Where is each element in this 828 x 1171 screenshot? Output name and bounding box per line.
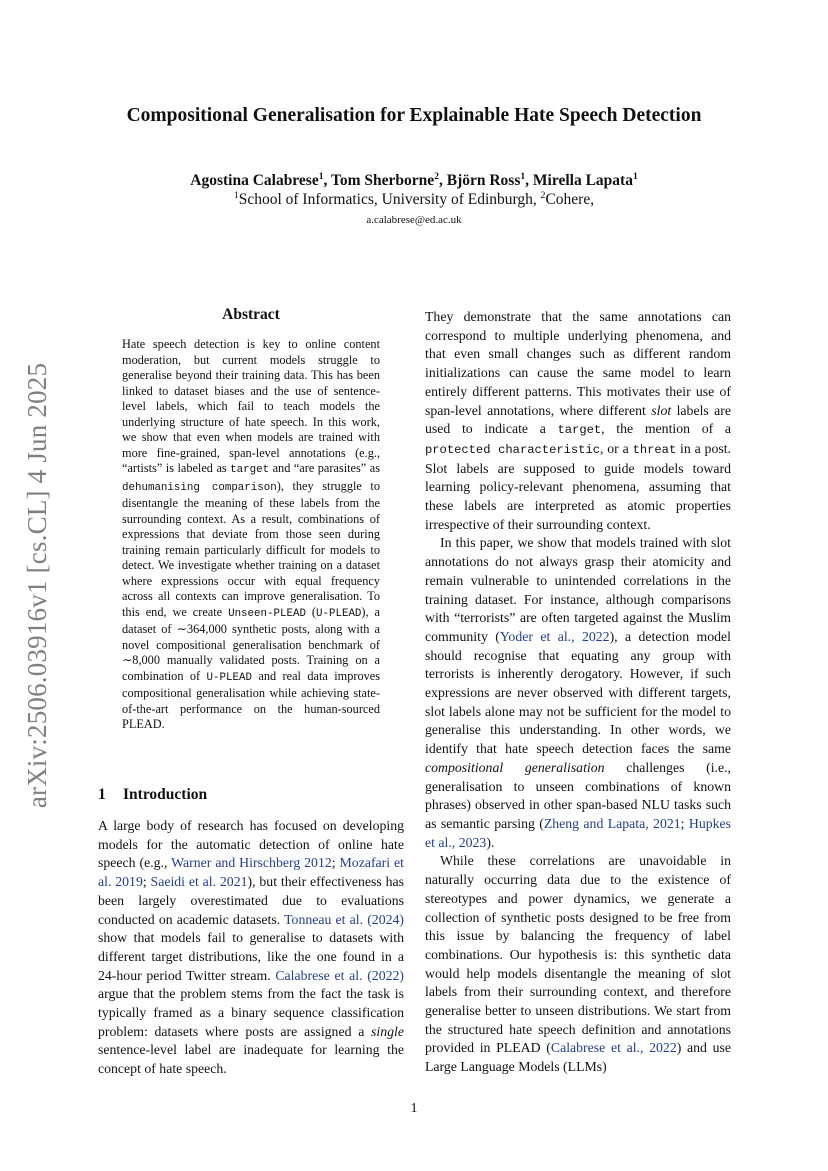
abstract-dataset-code: U-PLEAD [316, 607, 362, 620]
citation-link[interactable]: Yoder et al., 2022 [499, 628, 610, 644]
affiliation-sup: 1 [233, 189, 239, 201]
abstract-text: ), a dataset of ∼364,000 synthetic posts, along with a novel compositional generalisation benchmark of ∼8,000 manually validated posts. Training on a combination of [122, 604, 380, 683]
arxiv-sidebar-stamp [18, 350, 58, 820]
body-text: in a post. Slot labels are supposed to guide models toward learning policy-relevant phenomena, assuming that these labels are interpreted as atomic properties irrespective of their surrounding context. [425, 440, 732, 532]
body-text: ) and use Large Language Models (LLMs) [425, 1040, 731, 1075]
body-text: ; [331, 855, 340, 871]
body-text: They demonstrate that the same annotations can correspond to multiple underlying phenomena, and that even small changes such as different random initializations can cause the same model to learn entirely different patterns. This motivates their use of span-level annotations, where different [425, 309, 731, 418]
body-paragraph [425, 308, 731, 534]
affiliation-name: School of Informatics, University of Edinburgh [238, 191, 533, 208]
author-name: Mirella Lapata [532, 172, 633, 189]
abstract-text: ( [305, 604, 316, 619]
body-paragraph [425, 852, 731, 1076]
emphasis-text: compositional generalisation [425, 759, 605, 775]
author-name: Tom Sherborne [330, 172, 435, 189]
arxiv-identifier: arXiv:2506.03916v1 [cs.CL] 4 Jun 2025 [22, 362, 53, 808]
body-text: show that models fail to generalise to datasets with different target distributions, like the one found in a 24-hour period Twitter stream. [98, 930, 404, 983]
affiliation-sup: 2 [540, 189, 546, 201]
body-text: , the mention of a [601, 421, 731, 437]
abstract-dataset-code: Unseen-PLEAD [228, 607, 306, 620]
body-text: A large body of research has focused on developing models for the automatic detection of online hate speech (e.g., [98, 818, 404, 871]
abstract-text: ), they struggle to disentangle the meaning of these labels from the surrounding context. As a result, combinations of expressions that deviate from those seen during training remain particularly difficult for models to detect. We investigate whether training on a dataset where expressions occur with equal frequency across all contexts can improve generalisation. To this end, we create [122, 478, 380, 619]
author-email[interactable]: a.calabrese@ed.ac.uk [366, 214, 462, 226]
page-number: 1 [410, 1101, 418, 1116]
author-name: Björn Ross [446, 172, 521, 189]
citation-link[interactable]: Mozafari et al. 2019 [98, 855, 404, 890]
abstract-body [122, 337, 380, 733]
citation-link[interactable]: Tonneau et al. (2024) [284, 911, 404, 927]
citation-link[interactable]: Calabrese et al. (2022) [275, 967, 404, 983]
section-number: 1 [98, 786, 106, 803]
right-column [425, 308, 731, 1077]
body-text: challenges (i.e., generalisation to unseen combinations of known phrases) observed in other span-based NLU tasks such as semantic parsing ( [425, 759, 732, 831]
slot-label-code: target [557, 423, 602, 438]
abstract-heading: Abstract [222, 306, 280, 323]
body-text: , or a [600, 440, 633, 456]
abstract-label-code: dehumanising comparison [122, 481, 277, 494]
introduction-paragraph [98, 817, 404, 1079]
author-affil-sup: 1 [318, 170, 324, 182]
citation-link[interactable]: Warner and Hirschberg 2012 [171, 855, 332, 871]
author-affil-sup: 1 [632, 170, 638, 182]
body-text: ), but their effectiveness has been largely overestimated due to evaluations conducted on academic datasets. [98, 874, 404, 927]
author-affil-sup: 1 [520, 170, 526, 182]
slot-label-code: protected characteristic [425, 442, 601, 457]
body-text: argue that the problem stems from the fact the task is typically framed as a binary sequence classification problem: datasets where posts are assigned a [98, 986, 404, 1039]
body-text: While these correlations are unavoidable in naturally occurring data due to the existence of stereotypes and power dynamics, we generate a collection of synthetic posts designed to be free from this issue by balancing the frequency of label combinations. Our hypothesis is: this synthetic data would help models disentangle the meaning of slot labels from their surrounding context, and therefore generalise better to unseen distributions. We start from the structured hate speech definition and annotations provided in PLEAD ( [425, 853, 731, 1056]
paper-title: Compositional Generalisation for Explainable Hate Speech Detection [126, 105, 702, 126]
abstract-label-code: target [230, 464, 270, 476]
citation-link[interactable]: Hupkes et al., 2023 [425, 815, 732, 850]
body-text: ; [680, 815, 689, 831]
section-heading-introduction [98, 786, 404, 804]
abstract-text: and real data improves compositional generalisation while achieving state-of-the-art performance on the human-sourced PLEAD. [122, 668, 380, 731]
body-text: In this paper, we show that models trained with slot annotations do not always grasp their atomicity and remain vulnerable to unintended correlations in the training dataset. For instance, although comparisons with “terrorists” are often targeted against the Muslim community ( [425, 535, 731, 644]
abstract-dataset-code: U-PLEAD [206, 671, 252, 684]
body-text: ), a detection model should recognise that equating any group with terrorists is inherently derogatory. However, if such expressions are never observed with different targets, slot labels alone may not be sufficient for the model to generalise this understanding. In other words, we identify that hate speech detection faces the same [425, 628, 731, 757]
body-text: labels are used to indicate a [425, 402, 731, 437]
body-text: ). [486, 834, 495, 850]
affiliations: $^1$School of Informatics, University of Edinburgh, $^2$Cohere, [233, 189, 595, 208]
abstract-text: and “are parasites” as [269, 461, 380, 475]
emphasis-text: single [371, 1023, 404, 1039]
emphasis-text: slot [651, 402, 672, 418]
citation-link[interactable]: Zheng and Lapata, 2021 [543, 815, 681, 831]
body-text: ; [142, 874, 151, 890]
body-paragraph [425, 534, 731, 852]
citation-link[interactable]: Calabrese et al., 2022 [550, 1040, 677, 1056]
slot-label-code: threat [632, 442, 677, 457]
author-list: Agostina Calabrese$^1$, Tom Sherborne$^2$, Björn Ross$^1$, Mirella Lapata$^1$ [190, 170, 638, 189]
section-title: Introduction [123, 786, 208, 803]
citation-link[interactable]: Saeidi et al. 2021 [150, 874, 248, 890]
affiliation-name: Cohere [545, 191, 591, 208]
body-text: sentence-level label are inadequate for learning the concept of hate speech. [98, 1042, 404, 1077]
author-name: Agostina Calabrese [190, 172, 319, 189]
abstract-text: Hate speech detection is key to online content moderation, but current models struggle to generalise beyond their training data. This has been linked to dataset biases and the use of sentence-level labels, which fail to teach models the underlying structure of hate speech. In this work, we show that even when models are trained with more fine-grained, span-level annotations (e.g., “artists” is labeled as [122, 337, 380, 475]
author-affil-sup: 2 [434, 170, 439, 182]
